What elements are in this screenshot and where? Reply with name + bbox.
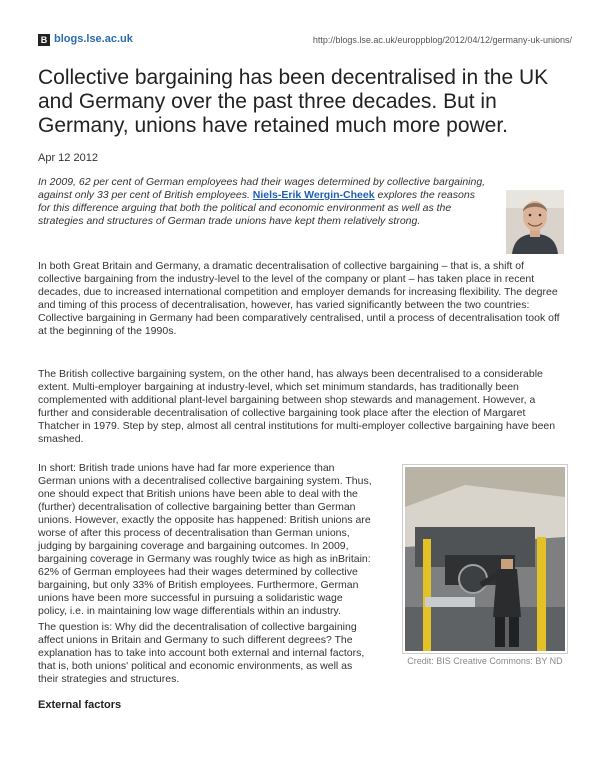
- page-url[interactable]: http://blogs.lse.ac.uk/europpblog/2012/04/12/germany-uk-unions/: [312, 35, 572, 45]
- paragraph-2: The British collective bargaining system, on the other hand, has always been decentralised to a considerable extent. Multi-employer bargaining at industry-level, which set minimum standards, has traditionally been complemented with additional plant-level bargaining between shop stewards and management. However, a further and considerable decentralisation of collective bargaining took place after the election of Margaret Thatcher in 1979. Step by step, almost all central institutions for multi-employer collective bargaining have been smashed.: [38, 368, 556, 445]
- paragraph-1: In both Great Britain and Germany, a dramatic decentralisation of collective bargaining – that is, a shift of collective bargaining from the industry-level to the level of the company or plant – has taken place in recent decades, due to increased international competition and employer demands for increasing flexibility. The degree and timing of this process of decentralisation, however, has varied significantly between the two countries: Collective bargaining in Germany had been comparatively centralised, until a process of decentralisation took off at the beginning of the 1990s.: [38, 260, 560, 337]
- intro-text-after: explores the reasons for this difference arguing that both the political and economic environment as well as the strategies and structures of German trade unions have kept them relatively strong.: [38, 189, 475, 227]
- page-header: [38, 34, 572, 50]
- paragraph-4: The question is: Why did the decentralisation of collective bargaining affect unions in Britain and Germany to such different degrees? The explanation has to take into account both external and internal factors, that is, both unions' political and economic environments, as well as their strategies and structures.: [38, 621, 365, 685]
- section-heading: External factors: [38, 699, 122, 711]
- article-date: Apr 12 2012: [38, 152, 98, 164]
- author-portrait-icon: [506, 190, 564, 254]
- factory-photo: [402, 464, 568, 654]
- intro-text-before: In 2009, 62 per cent of German employees had their wages determined by collective bargaining, against only 33 per cent of British employees.: [38, 176, 486, 201]
- author-link[interactable]: Niels-Erik Wergin-Cheek: [252, 189, 375, 201]
- article-intro: [38, 176, 486, 228]
- paragraph-3: In short: British trade unions have had far more experience than German unions with a decentralised collective bargaining system. Thus, one should expect that British unions have been able to deal with the (further) decentralisation of collective bargaining better than German unions. However, exactly the opposite has happened: British unions are worse of after this process of decentralisation than German unions, judging by bargaining coverage and bargaining outcomes. In 2009, bargaining coverage in Germany was roughly twice as high as inBritain: 62% of German employees had their wages determined by collective bargaining, but only 33% of British employees. Furthermore, German unions have been more successful in pursuing a solidaristic wage policy, i.e. in maintaining low wage differentials within an industry.: [38, 462, 372, 617]
- blog-logo-icon: B: [38, 34, 50, 46]
- factory-worker-image-icon: [405, 467, 565, 651]
- photo-caption: Credit: BIS Creative Commons: BY ND: [407, 656, 563, 666]
- article-title: Collective bargaining has been decentralised in the UK and Germany over the past three decades. But in Germany, unions have retained much more power.: [38, 66, 549, 137]
- site-name[interactable]: blogs.lse.ac.uk: [54, 33, 133, 45]
- author-photo: [506, 190, 564, 254]
